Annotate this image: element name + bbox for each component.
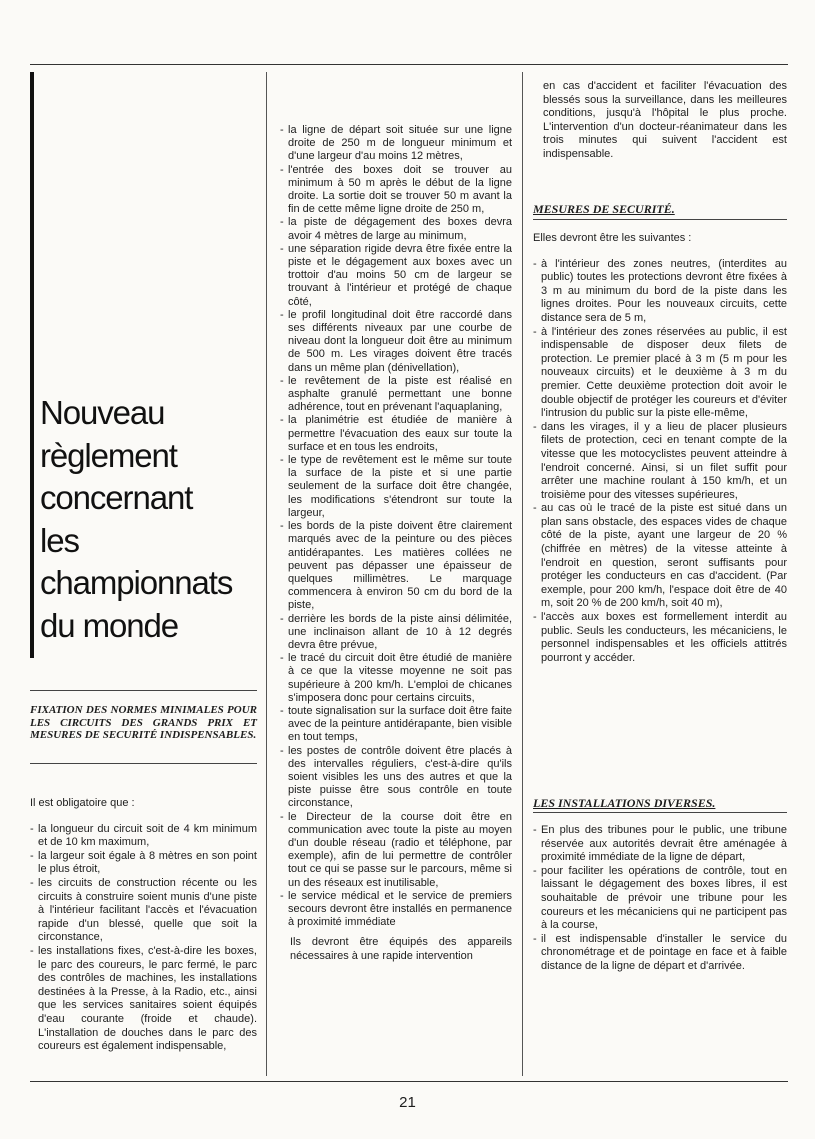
top-rule (30, 64, 788, 65)
list-item: - les postes de contrôle doivent être placés à des intervalles réguliers, c'est-à-dire qu'ils soient visibles les uns des autres et que la piste puisse être sous contrôle en toute circonstance, (280, 745, 512, 811)
list-item: - toute signalisation sur la surface doit être faite avec de la peinture antidérapante, bien visible en tout temps, (280, 705, 512, 745)
list-item: - au cas où le tracé de la piste est situé dans un plan sans obstacle, des espaces vides de chaque côté de la piste, ayant une largeur de 20 % (chiffrée en mètres) de la vitesse atteinte à l'endroit en question, seront suffisants pour protéger les conducteurs en cas d'accident. (Par exemple, pour 200 km/h, l'espace doit être de 40 m, soit 20 % de 200 km/h, soit 40 m), (533, 502, 787, 611)
column-3-top (533, 80, 787, 162)
list-item: - il est indispensable d'installer le service du chronométrage et de pointage en face et à faible distance de la ligne de départ et d'arrivée. (533, 933, 787, 974)
column-2-text (280, 124, 512, 963)
list-item: - la ligne de départ soit située sur une ligne droite de 250 m de longueur minimum et d'une largeur d'au moins 12 mètres, (280, 124, 512, 164)
mesures-heading: MESURES DE SECURITÉ. (533, 202, 675, 216)
headline-line: championnats (40, 564, 233, 601)
list-item: - à l'intérieur des zones réservées au public, il est indispensable de disposer deux filets de protection. Le premier placé à 3 m (5 m pour les nouveaux circuits) et le deuxième à 3 m du premier. Cette deuxième protection doit avoir le double objectif de protéger les coureurs et d'éviter l'intrusion du public sur la piste elle-même, (533, 326, 787, 421)
requirements-list (30, 823, 257, 1054)
list-item: - les installations fixes, c'est-à-dire les boxes, le parc des coureurs, le parc fermé, le parc des contrôles de machines, les installations destinées à la Presse, à la Radio, etc., ainsi que les services sanitaires soient équipés d'eau courante (froide et chaude). L'installation de douches dans le parc des coureurs est également indispensable, (30, 945, 257, 1054)
divider (533, 812, 787, 813)
list-item: - le revêtement de la piste est réalisé en asphalte granulé permettant une bonne adhérence, tout en prévenant l'aquaplaning, (280, 375, 512, 415)
list-item: - la largeur soit égale à 8 mètres en son point le plus étroit, (30, 850, 257, 877)
list-item: - le service médical et le service de premiers secours devront être installés en permanence à proximité immédiate (280, 890, 512, 930)
installations-heading: LES INSTALLATIONS DIVERSES. (533, 796, 716, 810)
list-item: - le tracé du circuit doit être étudié de manière à ce que la vitesse moyenne ne soit pas supérieure à 200 km/h. L'emploi de chicanes s'imposera donc pour certains circuits, (280, 652, 512, 705)
list-item: - les circuits de construction récente ou les circuits à construire soient munis d'une piste à l'intérieur facilitant l'accès et l'évacuation rapide d'un blessé, quelle que soit la circonstance, (30, 877, 257, 945)
mesures-intro: Elles devront être les suivantes : (533, 232, 692, 244)
divider (30, 763, 257, 764)
divider (533, 219, 787, 220)
list-item: - l'accès aux boxes est formellement interdit au public. Seuls les conducteurs, les mécaniciens, le personnel indispensables et les officiels attitrés pourront y accéder. (533, 611, 787, 665)
headline-line: les (40, 521, 79, 559)
column-3-mesures (533, 232, 787, 665)
requirements-list-continued (280, 124, 512, 929)
intro-text: Il est obligatoire que : (30, 797, 135, 809)
list-item: - la piste de dégagement des boxes devra avoir 4 mètres de large au minimum, (280, 216, 512, 242)
column-divider-2 (522, 72, 523, 1076)
list-item: - dans les virages, il y a lieu de placer plusieurs filets de protection, ceci en tenant compte de la vitesse que les motocyclistes peuvent atteindre à l'endroit concerné. Ainsi, si un filet suffit pour arrêter une machine roulant à 150 km/h, et un troisième pour des vitesses supérieures, (533, 421, 787, 503)
closing-text: Ils devront être équipés des appareils nécessaires à une rapide intervention (290, 936, 512, 962)
list-item: - l'entrée des boxes doit se trouver au minimum à 50 m après le début de la ligne droite. La sortie doit se trouver 50 m avant la fin de cette même ligne droite de 250 m, (280, 164, 512, 217)
list-item: - derrière les bords de la piste ainsi délimitée, une inclinaison allant de 10 à 12 degrés devra être prévue, (280, 613, 512, 653)
divider (30, 690, 257, 691)
list-item: - le Directeur de la course doit être en communication avec toute la piste au moyen d'un double réseau (radio et téléphone, par exemple), afin de lui permettre de contrôler tout ce qui se passe sur le parcours, même si un des réseaux est inutilisable, (280, 811, 512, 890)
list-item: - le type de revêtement est le même sur toute la surface de la piste et si une partie seulement de la surface doit être changée, les modifications s'étendront sur toute la largeur, (280, 454, 512, 520)
title-bar (30, 72, 34, 658)
column-divider-1 (266, 72, 267, 1076)
column-1-text (30, 797, 257, 1054)
mesures-list (533, 258, 787, 666)
list-item: - à l'intérieur des zones neutres, (interdites au public) toutes les protections devront être fixées à 3 m au minimum du bord de la piste dans les lignes droites. Pour les nouveaux circuits, cette distance sera de 5 m, (533, 258, 787, 326)
list-item: - pour faciliter les opérations de contrôle, tout en laissant le dégagement des boxes libres, il est souhaitable de prévoir une tribune pour les coureurs et les mécaniciens qui ne participent pas à la course, (533, 865, 787, 933)
list-item: - la longueur du circuit soit de 4 km minimum et de 10 km maximum, (30, 823, 257, 850)
continuation-text: en cas d'accident et faciliter l'évacuation des blessés sous la surveillance, dans les meilleures conditions, jusqu'à l'hôpital le plus proche. L'intervention d'un docteur-réanimateur dans les trois minutes qui suivent l'accident est indispensable. (543, 80, 787, 160)
headline-line: concernant (40, 479, 193, 516)
headline-line: du monde (40, 606, 178, 644)
column-3-installations (533, 824, 787, 974)
list-item: - les bords de la piste doivent être clairement marqués avec de la peinture ou des pièces antidérapantes. Les matières collées ne peuvent pas dépasser une épaisseur de quelques millimètres. Le marquage commencera à environ 50 cm du bord de la piste, (280, 520, 512, 612)
list-item: - une séparation rigide devra être fixée entre la piste et le dégagement aux boxes avec un trottoir d'au moins 50 cm de largeur se trouvant à l'intérieur et protégé de chaque côté, (280, 243, 512, 309)
list-item: - En plus des tribunes pour le public, une tribune réservée aux autorités devrait être aménagée à proximité immédiate de la ligne de départ, (533, 824, 787, 865)
fixation-heading: FIXATION DES NORMES MINIMALES POUR LES CIRCUITS DES GRANDS PRIX ET MESURES DE SECURITÉ INDISPENSABLES. (30, 704, 257, 742)
headline-line: Nouveau (40, 394, 165, 431)
headline-line: règlement (40, 436, 177, 474)
page-number: 21 (399, 1094, 416, 1111)
installations-list (533, 824, 787, 974)
list-item: - la planimétrie est étudiée de manière à permettre l'évacuation des eaux sur toute la surface et en tous les endroits, (280, 414, 512, 454)
headline (40, 392, 260, 647)
bottom-rule (30, 1081, 788, 1082)
list-item: - le profil longitudinal doit être raccordé dans ses différents niveaux par une courbe de niveau dont la longueur doit être au minimum de 500 m. Les virages doivent être tracés dans un même plan (dénivellation), (280, 309, 512, 375)
